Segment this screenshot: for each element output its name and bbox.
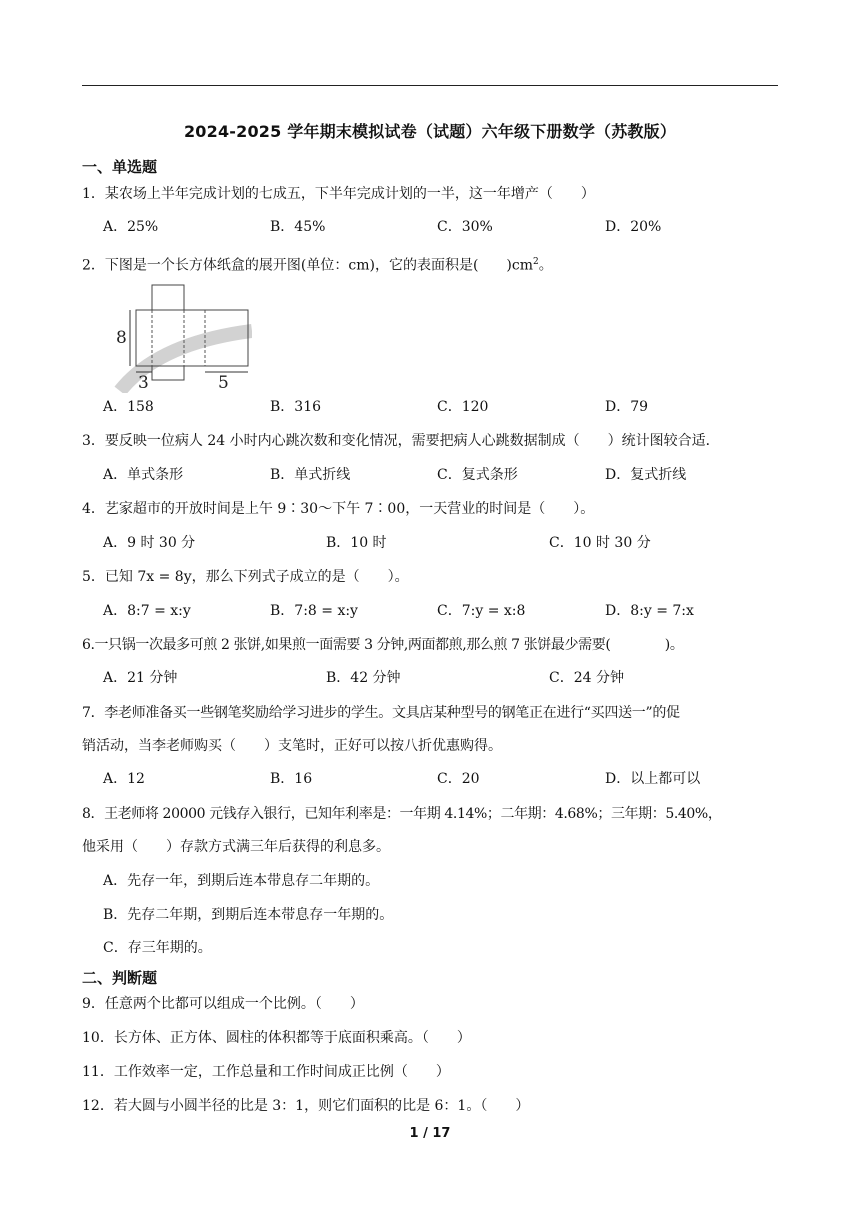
option-c: C．10 时 30 分: [549, 535, 651, 551]
option-c: C．30%: [437, 219, 493, 235]
box-net-figure: [108, 283, 252, 393]
question-7: 7．李老师准备买一些钢笔奖励给学习进步的学生。文具店某种型号的钢笔正在进行“买四送一”的促: [82, 705, 680, 721]
question-9: 9．任意两个比都可以组成一个比例。（ ）: [82, 996, 364, 1012]
option-a: A．12: [103, 771, 145, 787]
option-b: B．先存二年期，到期后连本带息存一年期的。: [103, 907, 394, 923]
question-4: 4．艺家超市的开放时间是上午 9∶30～下午 7∶00，一天营业的时间是（ ）。: [82, 501, 595, 517]
option-d: D．8:y = 7:x: [605, 603, 694, 619]
question-1: 1．某农场上半年完成计划的七成五，下半年完成计划的一半，这一年增产（ ）: [82, 186, 595, 202]
option-d: D．复式折线: [605, 467, 687, 483]
option-b: B．16: [270, 771, 313, 787]
option-a: A．8:7 = x:y: [103, 603, 191, 619]
question-8-continued: 他采用（ ）存款方式满三年后获得的利息多。: [82, 839, 390, 855]
question-12: 12．若大圆与小圆半径的比是 3：1，则它们面积的比是 6：1。（ ）: [82, 1098, 530, 1114]
option-c: C．24 分钟: [549, 670, 624, 686]
page-title: 2024-2025 学年期末模拟试卷（试题）六年级下册数学（苏教版）: [183, 122, 677, 141]
option-b: B．316: [270, 399, 322, 415]
option-b: B．7:8 = x:y: [270, 603, 358, 619]
option-a: A．25%: [103, 219, 159, 235]
question-11: 11．工作效率一定，工作总量和工作时间成正比例（ ）: [82, 1064, 450, 1080]
question-2-end: 。: [538, 257, 553, 274]
question-5: 5．已知 7x = 8y，那么下列式子成立的是（ ）。: [82, 569, 409, 585]
option-a: A．单式条形: [103, 467, 184, 483]
header-rule: [82, 85, 778, 86]
option-b: B．42 分钟: [326, 670, 401, 686]
option-d: D．20%: [605, 219, 662, 235]
question-2: [82, 252, 553, 276]
section-heading-single-choice: 一、单选题: [82, 158, 158, 176]
option-c: C．7:y = x:8: [437, 603, 526, 619]
option-d: D．79: [605, 399, 649, 415]
question-7-continued: 销活动，当李老师购买（ ）支笔时，正好可以按八折优惠购得。: [82, 738, 502, 754]
question-10: 10．长方体、正方体、圆柱的体积都等于底面积乘高。（ ）: [82, 1030, 471, 1046]
label-width: 3: [138, 373, 149, 393]
question-2-text: 2．下图是一个长方体纸盒的展开图(单位：cm)，它的表面积是( )cm: [82, 257, 533, 274]
option-b: B．单式折线: [270, 467, 351, 483]
option-b: B．10 时: [326, 535, 387, 551]
option-c: C．20: [437, 771, 480, 787]
label-length: 5: [218, 373, 229, 393]
question-8: 8．王老师将 20000 元钱存入银行，已知年利率是：一年期 4.14%；二年期：4.68%；三年期：5.40%，: [82, 806, 722, 822]
page-number: 1 / 17: [409, 1126, 451, 1141]
superscript: 2: [533, 257, 539, 267]
option-a: A．158: [103, 399, 154, 415]
option-a: A．21 分钟: [103, 670, 178, 686]
option-d: D．以上都可以: [605, 771, 701, 787]
option-a: A．先存一年，到期后连本带息存二年期的。: [103, 873, 380, 889]
question-6: 6.一只锅一次最多可煎 2 张饼,如果煎一面需要 3 分钟,两面都煎,那么煎 7 张饼最少需要( )。: [82, 637, 684, 653]
option-a: A．9 时 30 分: [103, 535, 196, 551]
question-3: 3．要反映一位病人 24 小时内心跳次数和变化情况，需要把病人心跳数据制成（ ）统计图较合适．: [82, 433, 720, 449]
section-heading-true-false: 二、判断题: [82, 969, 158, 987]
label-height: 8: [116, 328, 127, 348]
option-c: C．存三年期的。: [103, 940, 212, 956]
option-b: B．45%: [270, 219, 326, 235]
option-c: C．复式条形: [437, 467, 518, 483]
option-c: C．120: [437, 399, 489, 415]
